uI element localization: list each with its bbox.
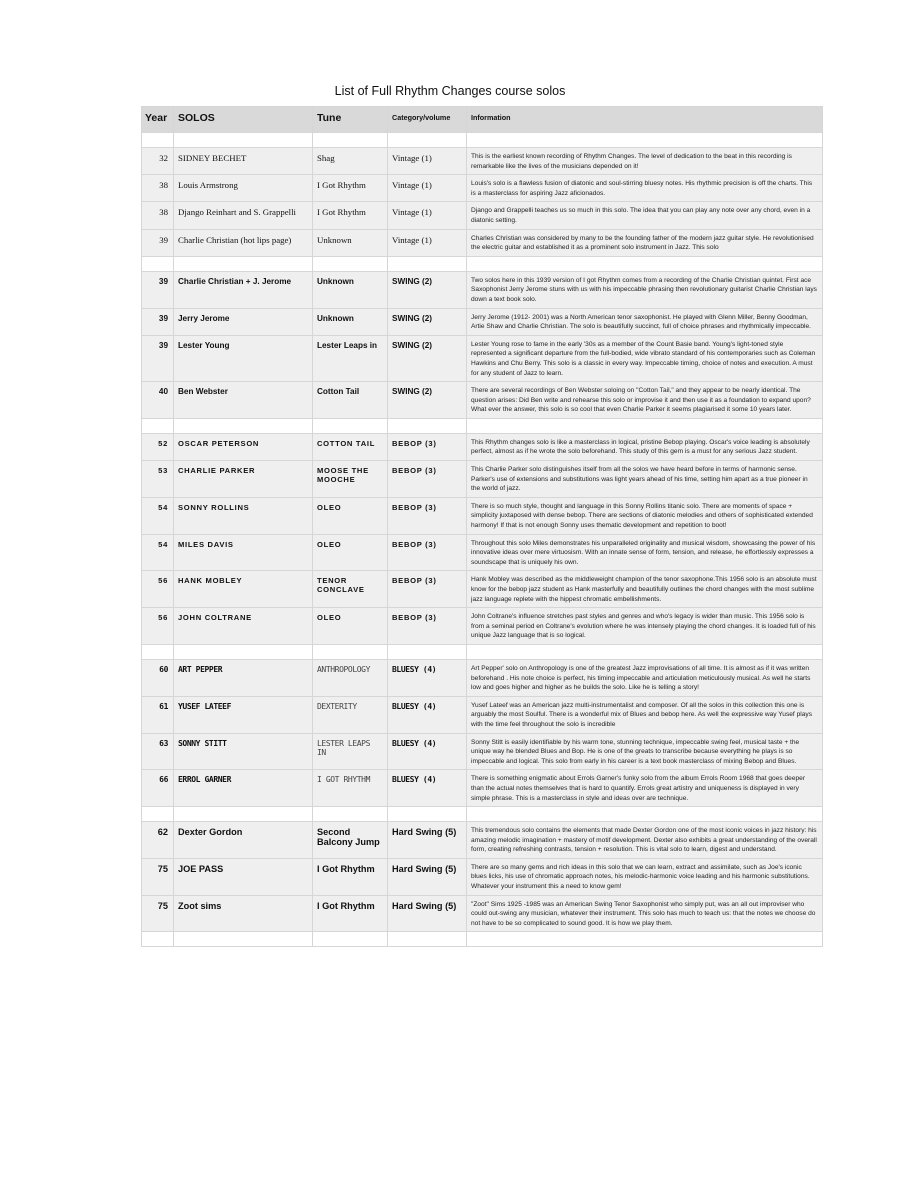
spacer-row: [142, 644, 823, 659]
tune-cell: ANTHROPOLOGY: [313, 659, 388, 696]
spacer-cell: [174, 256, 313, 271]
category-cell: BLUESY (4): [388, 770, 467, 807]
spacer-row: [142, 418, 823, 433]
tune-cell: Cotton Tail: [313, 382, 388, 419]
tune-cell: COTTON TAIL: [313, 433, 388, 460]
category-cell: BEBOP (3): [388, 497, 467, 534]
tune-cell: Shag: [313, 148, 388, 175]
header-category: Category/volume: [388, 107, 467, 133]
solo-cell: CHARLIE PARKER: [174, 461, 313, 498]
spacer-cell: [388, 418, 467, 433]
solo-cell: SONNY ROLLINS: [174, 497, 313, 534]
information-cell: Sonny Stitt is easily identifiable by his warm tone, stunning technique, impeccable swing feel, musical taste + the unique way he blended Blues and Bop. He is one of the greats to transcribe because everything he plays is so impeccable and logical. This solo from early in his career is a text book masterclass of mixing Bebop and Blues.: [467, 733, 823, 770]
category-cell: SWING (2): [388, 308, 467, 335]
category-cell: Hard Swing (5): [388, 822, 467, 859]
table-row: [142, 308, 823, 335]
information-cell: There are so many gems and rich ideas in this solo that we can learn, extract and assimilate, such as Joe's iconic blues licks, his use of chromatic approach notes, his melodic-harmonic voice leading and his harmonic substitutions. Whatever your instrument this a need to know gem!: [467, 858, 823, 895]
information-cell: This tremendous solo contains the elements that made Dexter Gordon one of the most iconic voices in jazz history: his amazing melodic imagination + mastery of motif development. Dexter also exhibits a great understanding of the overall form, creating refreshing contrasts, tension + resolution. This is vital solo to learn, digest and understand.: [467, 822, 823, 859]
table-row: [142, 733, 823, 770]
year-cell: 38: [142, 202, 174, 229]
category-cell: Vintage (1): [388, 175, 467, 202]
spacer-cell: [313, 133, 388, 148]
table-row: [142, 822, 823, 859]
information-cell: Art Pepper' solo on Anthropology is one of the greatest Jazz improvisations of all time. It is almost as if it was written beforehand . His note choice is perfect, his timing impeccable and articulation meticulously musical. As well he starts low and goes higher and higher as he builds the solo. Like he is telling a story!: [467, 659, 823, 696]
category-cell: SWING (2): [388, 335, 467, 381]
spacer-cell: [388, 644, 467, 659]
header-year: Year: [142, 107, 174, 133]
information-cell: This is the earliest known recording of Rhythm Changes. The level of dedication to the beat in this recording is remarkable like the lives of the musicians depended on it!: [467, 148, 823, 175]
tune-cell: DEXTERITY: [313, 696, 388, 733]
solo-cell: MILES DAVIS: [174, 534, 313, 571]
year-cell: 32: [142, 148, 174, 175]
spacer-cell: [388, 133, 467, 148]
table-row: [142, 571, 823, 608]
table-row: [142, 202, 823, 229]
solo-cell: ART PEPPER: [174, 659, 313, 696]
year-cell: 39: [142, 271, 174, 308]
year-cell: 54: [142, 497, 174, 534]
category-cell: BEBOP (3): [388, 534, 467, 571]
year-cell: 53: [142, 461, 174, 498]
tune-cell: TENOR CONCLAVE: [313, 571, 388, 608]
spacer-cell: [313, 644, 388, 659]
spacer-row: [142, 807, 823, 822]
table-row: [142, 608, 823, 645]
solo-cell: Dexter Gordon: [174, 822, 313, 859]
tune-cell: Unknown: [313, 271, 388, 308]
category-cell: Vintage (1): [388, 229, 467, 256]
table-row: [142, 770, 823, 807]
spacer-cell: [313, 256, 388, 271]
solos-table: [141, 106, 823, 947]
table-row: [142, 659, 823, 696]
table-row: [142, 148, 823, 175]
solo-cell: Django Reinhart and S. Grappelli: [174, 202, 313, 229]
solo-cell: YUSEF LATEEF: [174, 696, 313, 733]
spacer-cell: [388, 256, 467, 271]
spacer-cell: [142, 133, 174, 148]
spacer-cell: [467, 418, 823, 433]
tune-cell: OLEO: [313, 608, 388, 645]
spacer-cell: [313, 418, 388, 433]
solo-cell: SONNY STITT: [174, 733, 313, 770]
category-cell: BEBOP (3): [388, 461, 467, 498]
spacer-row: [142, 133, 823, 148]
header-tune: Tune: [313, 107, 388, 133]
solo-cell: JOHN COLTRANE: [174, 608, 313, 645]
information-cell: John Coltrane's influence stretches past styles and genres and who's legacy is wider than music. This 1956 solo is from a seminal period en Coltrane's evolution where he was intensely playing the chord changes. It is loaded full of his unique Jazz language that is so logical.: [467, 608, 823, 645]
spacer-cell: [388, 807, 467, 822]
header-solos: SOLOS: [174, 107, 313, 133]
information-cell: Lester Young rose to fame in the early '30s as a member of the Count Basie band. Young's light-toned style represented a significant departure from the full-bodied, wide vibrato standard of his contemporaries such as Coleman Hawkins and Chu Berry. This solo is a classic in every way. Impeccable timing, choice of notes and execution. A must for any student of Jazz to learn.: [467, 335, 823, 381]
solo-cell: OSCAR PETERSON: [174, 433, 313, 460]
spacer-cell: [142, 256, 174, 271]
category-cell: Vintage (1): [388, 202, 467, 229]
category-cell: Vintage (1): [388, 148, 467, 175]
information-cell: There is something enigmatic about Errols Garner's funky solo from the album Errols Room 1968 that goes deeper than the actual notes themselves that is hard to quantify. Errols great artistry and uniqueness is displayed in very simple phrase. This is a masterclass in style and ideas over are technique.: [467, 770, 823, 807]
year-cell: 52: [142, 433, 174, 460]
category-cell: BEBOP (3): [388, 571, 467, 608]
tune-cell: I Got Rhythm: [313, 202, 388, 229]
solo-cell: Charlie Christian + J. Jerome: [174, 271, 313, 308]
information-cell: This Charlie Parker solo distinguishes itself from all the solos we have heard before in terms of harmonic sense. Parker's use of extensions and substitutions was light years ahead of his time, setting him apart as a true pioneer in the world of jazz.: [467, 461, 823, 498]
year-cell: 56: [142, 571, 174, 608]
solo-cell: Ben Webster: [174, 382, 313, 419]
spacer-cell: [174, 807, 313, 822]
table-row: [142, 335, 823, 381]
spacer-cell: [142, 807, 174, 822]
table-row: [142, 497, 823, 534]
spacer-cell: [174, 418, 313, 433]
table-body: [142, 133, 823, 947]
year-cell: 39: [142, 229, 174, 256]
solo-cell: Lester Young: [174, 335, 313, 381]
year-cell: 39: [142, 308, 174, 335]
tune-cell: I Got Rhythm: [313, 858, 388, 895]
information-cell: This Rhythm changes solo is like a masterclass in logical, pristine Bebop playing. Oscar's voice leading is absolutely perfect, almost as if he wrote the solo beforehand. This study of this gem is a must for any serious Jazz student.: [467, 433, 823, 460]
tune-cell: I Got Rhythm: [313, 175, 388, 202]
information-cell: Yusef Lateef was an American jazz multi-instrumentalist and composer. Of all the solos in this collection this one is arguably the most Soulful. There is a wonderful mix of Blues and bebop here. As well the expressive way Yusef plays with the time feel throughout the solo is incredible: [467, 696, 823, 733]
information-cell: "Zoot" Sims 1925 -1985 was an American Swing Tenor Saxophonist who simply put, was an all out improviser who could out-swing any musician, whatever their instrument. This solo has much to teach us: that the notes we choose do not have to be so complicated to sound good. It is how we play them.: [467, 895, 823, 932]
information-cell: Louis's solo is a flawless fusion of diatonic and soul-stirring bluesy notes. His rhythmic precision is off the charts. This is a masterclass for aspiring Jazz aficionados.: [467, 175, 823, 202]
solo-cell: Louis Armstrong: [174, 175, 313, 202]
year-cell: 61: [142, 696, 174, 733]
spacer-cell: [142, 644, 174, 659]
table-row: [142, 382, 823, 419]
spacer-row: [142, 932, 823, 947]
year-cell: 63: [142, 733, 174, 770]
tune-cell: Unknown: [313, 308, 388, 335]
solo-cell: Jerry Jerome: [174, 308, 313, 335]
year-cell: 54: [142, 534, 174, 571]
category-cell: SWING (2): [388, 382, 467, 419]
solo-cell: Zoot sims: [174, 895, 313, 932]
spacer-cell: [467, 932, 823, 947]
information-cell: Throughout this solo Miles demonstrates his unparalleled originality and musical wisdom, showcasing the power of his innovative ideas over mere virtuosism. With an innate sense of form, tension, and release, he effortlessly expresses a soundscape that is uniquely his own.: [467, 534, 823, 571]
tune-cell: I Got Rhythm: [313, 895, 388, 932]
solo-cell: HANK MOBLEY: [174, 571, 313, 608]
spacer-cell: [174, 644, 313, 659]
tune-cell: I GOT RHYTHM: [313, 770, 388, 807]
table-row: [142, 534, 823, 571]
spacer-cell: [313, 932, 388, 947]
table-row: [142, 271, 823, 308]
table-row: [142, 229, 823, 256]
tune-cell: Second Balcony Jump: [313, 822, 388, 859]
information-cell: Django and Grappelli teaches us so much in this solo. The idea that you can play any note over any chord, even in a diatonic setting.: [467, 202, 823, 229]
year-cell: 75: [142, 858, 174, 895]
table-row: [142, 696, 823, 733]
category-cell: SWING (2): [388, 271, 467, 308]
solos-table-container: [141, 106, 822, 947]
table-row: [142, 461, 823, 498]
spacer-cell: [174, 932, 313, 947]
category-cell: BLUESY (4): [388, 696, 467, 733]
information-cell: There is so much style, thought and language in this Sonny Rollins titanic solo. There are moments of space + simplicity juxtaposed with dense bebop. There are sections of diatonic melodies and others of sophisticated extended harmony! If that is not enough Sonny uses thematic development and repetition to boot!: [467, 497, 823, 534]
information-cell: Jerry Jerome (1912- 2001) was a North American tenor saxophonist. He played with Glenn Miller, Benny Goodman, Artie Shaw and Charlie Christian. The solo is beautifully succinct, full of choice phrases and rhythmically impeccable.: [467, 308, 823, 335]
solo-cell: ERROL GARNER: [174, 770, 313, 807]
information-cell: There are several recordings of Ben Webster soloing on "Cotton Tail," and they appear to be nearly identical. The question arises: Did Ben write and rehearse this solo or improvise it and then use it as a foundation to expand upon? What ever the answer, this solo is so cool that even Charlie Parker it seems plagiarised it some 10 years later.: [467, 382, 823, 419]
table-row: [142, 175, 823, 202]
spacer-cell: [467, 256, 823, 271]
table-row: [142, 433, 823, 460]
year-cell: 40: [142, 382, 174, 419]
spacer-cell: [313, 807, 388, 822]
year-cell: 39: [142, 335, 174, 381]
table-header-row: [142, 107, 823, 133]
spacer-row: [142, 256, 823, 271]
information-cell: Two solos here in this 1939 version of I got Rhythm comes from a recording of the Charlie Christian quintet. First ace Saxophonist Jerry Jerome stuns with us with his impeccable phrasing then revolutionary guitarist Charlie Christian lays down a text book solo.: [467, 271, 823, 308]
information-cell: Charles Christian was considered by many to be the founding father of the modern jazz guitar style. He revolutionised the electric guitar and established it as a prominent solo instrument in Jazz. This solo: [467, 229, 823, 256]
page-title: List of Full Rhythm Changes course solos: [334, 84, 566, 98]
table-row: [142, 858, 823, 895]
spacer-cell: [467, 644, 823, 659]
tune-cell: Lester Leaps in: [313, 335, 388, 381]
year-cell: 60: [142, 659, 174, 696]
year-cell: 62: [142, 822, 174, 859]
category-cell: BEBOP (3): [388, 608, 467, 645]
spacer-cell: [174, 133, 313, 148]
solo-cell: SIDNEY BECHET: [174, 148, 313, 175]
spacer-cell: [388, 932, 467, 947]
category-cell: Hard Swing (5): [388, 858, 467, 895]
category-cell: BLUESY (4): [388, 733, 467, 770]
spacer-cell: [142, 418, 174, 433]
tune-cell: MOOSE THE MOOCHE: [313, 461, 388, 498]
tune-cell: LESTER LEAPS IN: [313, 733, 388, 770]
category-cell: BEBOP (3): [388, 433, 467, 460]
year-cell: 66: [142, 770, 174, 807]
category-cell: Hard Swing (5): [388, 895, 467, 932]
tune-cell: OLEO: [313, 534, 388, 571]
table-row: [142, 895, 823, 932]
header-information: Information: [467, 107, 823, 133]
year-cell: 75: [142, 895, 174, 932]
year-cell: 38: [142, 175, 174, 202]
information-cell: Hank Mobley was described as the middleweight champion of the tenor saxophone.This 1956 solo is an absolute must know for the bebop jazz student as Hank masterfully and beautifully outlines the chord changes with the most sublime jazz language replete with the hippest chromatic embellishments.: [467, 571, 823, 608]
tune-cell: OLEO: [313, 497, 388, 534]
tune-cell: Unknown: [313, 229, 388, 256]
spacer-cell: [467, 133, 823, 148]
category-cell: BLUESY (4): [388, 659, 467, 696]
spacer-cell: [142, 932, 174, 947]
spacer-cell: [467, 807, 823, 822]
solo-cell: Charlie Christian (hot lips page): [174, 229, 313, 256]
solo-cell: JOE PASS: [174, 858, 313, 895]
year-cell: 56: [142, 608, 174, 645]
